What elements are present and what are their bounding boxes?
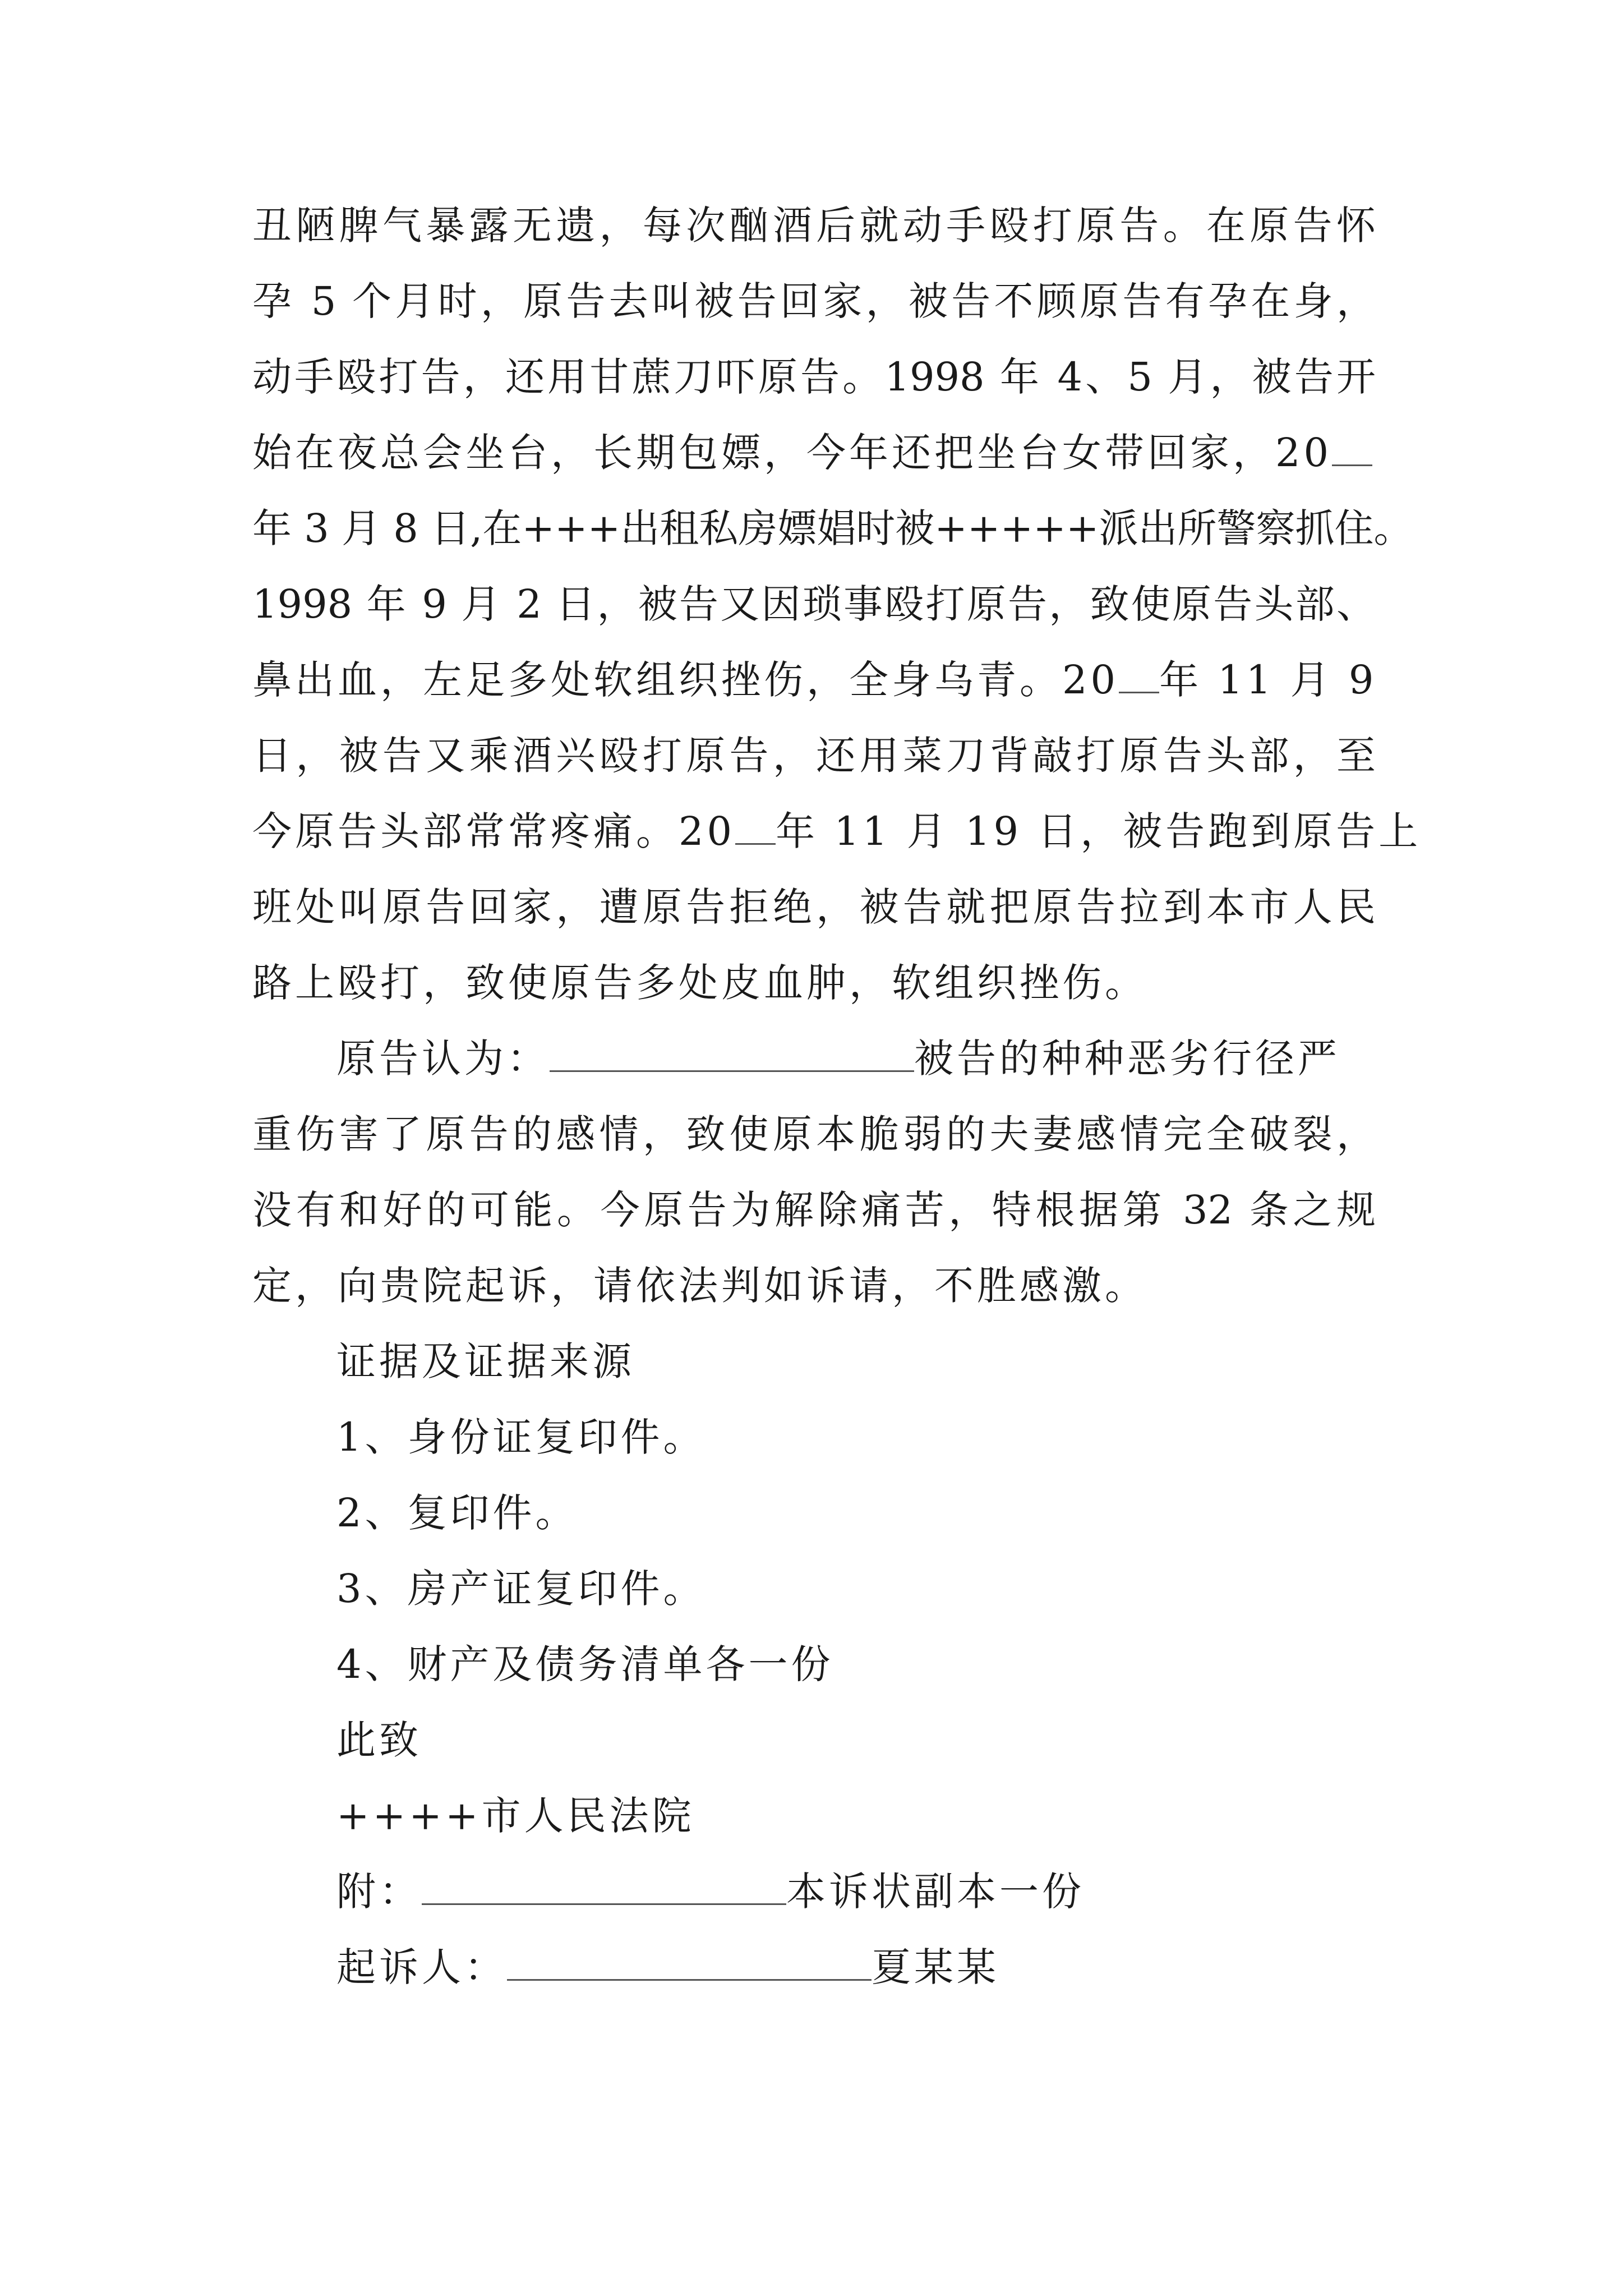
court-name: ++++市人民法院	[336, 1793, 695, 1839]
complaint-text-line	[252, 652, 1377, 708]
evidence-item: 1、身份证复印件。	[336, 1414, 706, 1460]
complaint-text-line: 日，被告又乘酒兴殴打原告，还用菜刀背敲打原告头部，至	[252, 733, 1376, 779]
blank-underline	[550, 1036, 914, 1072]
evidence-item: 4、财产及债务清单各一份	[336, 1641, 834, 1687]
line-text: 年 11 月 19 日，被告跑到原告上	[776, 808, 1422, 854]
line-text: 始在夜总会坐台，长期包嫖，今年还把坐台女带回家，20	[252, 430, 1332, 476]
complaint-text-line	[252, 803, 1421, 859]
complaint-text-line: 年 3 月 8 日,在+++出租私房嫖娼时被+++++派出所警察抓住。	[252, 505, 1413, 551]
blank-underline	[422, 1869, 786, 1905]
line-text: 被告的种种恶劣行径严	[914, 1036, 1340, 1082]
complaint-text-line: 动手殴打告，还用甘蔗刀吓原告。1998 年 4、5 月，被告开	[252, 354, 1376, 400]
complaint-text-line	[252, 425, 1372, 481]
evidence-item: 3、房产证复印件。	[336, 1566, 706, 1612]
blank-underline	[1119, 657, 1159, 693]
attachment-line	[336, 1864, 1085, 1920]
complaint-text-line: 1998 年 9 月 2 日，被告又因琐事殴打原告，致使原告头部、	[252, 581, 1376, 627]
plaintiff-line	[336, 1939, 999, 1995]
complaint-text-line: 班处叫原告回家，遭原告拒绝，被告就把原告拉到本市人民	[252, 884, 1376, 930]
complaint-text-line	[336, 1030, 1340, 1087]
evidence-item: 2、复印件。	[336, 1490, 578, 1536]
line-text: 今原告头部常常疼痛。20	[252, 808, 736, 854]
complaint-text-line: 没有和好的可能。今原告为解除痛苦，特根据第 32 条之规	[252, 1187, 1376, 1233]
line-text: 年 11 月 9	[1159, 657, 1377, 703]
complaint-text-line: 孕 5 个月时，原告去叫被告回家，被告不顾原告有孕在身，	[252, 278, 1376, 324]
evidence-heading: 证据及证据来源	[336, 1338, 635, 1384]
complaint-text-line: 重伤害了原告的感情，致使原本脆弱的夫妻感情完全破裂，	[252, 1111, 1376, 1157]
blank-underline	[1332, 430, 1372, 466]
line-text: 鼻出血，左足多处软组织挫伤，全身乌青。20	[252, 657, 1119, 703]
salutation: 此致	[336, 1717, 422, 1763]
complaint-text-line: 路上殴打，致使原告多处皮血肿，软组织挫伤。	[252, 960, 1147, 1006]
blank-underline	[735, 808, 776, 845]
complaint-text-line: 丑陋脾气暴露无遗，每次酗酒后就动手殴打原告。在原告怀	[252, 203, 1376, 249]
plaintiff-name: 夏某某	[872, 1944, 999, 1990]
blank-underline	[507, 1944, 872, 1981]
complaint-text-line: 定，向贵院起诉，请依法判如诉请，不胜感激。	[252, 1263, 1147, 1309]
attachment-label: 附：	[336, 1869, 422, 1915]
attachment-text: 本诉状副本一份	[786, 1869, 1085, 1915]
line-text: 原告认为：	[336, 1036, 550, 1082]
plaintiff-label: 起诉人：	[336, 1944, 507, 1990]
